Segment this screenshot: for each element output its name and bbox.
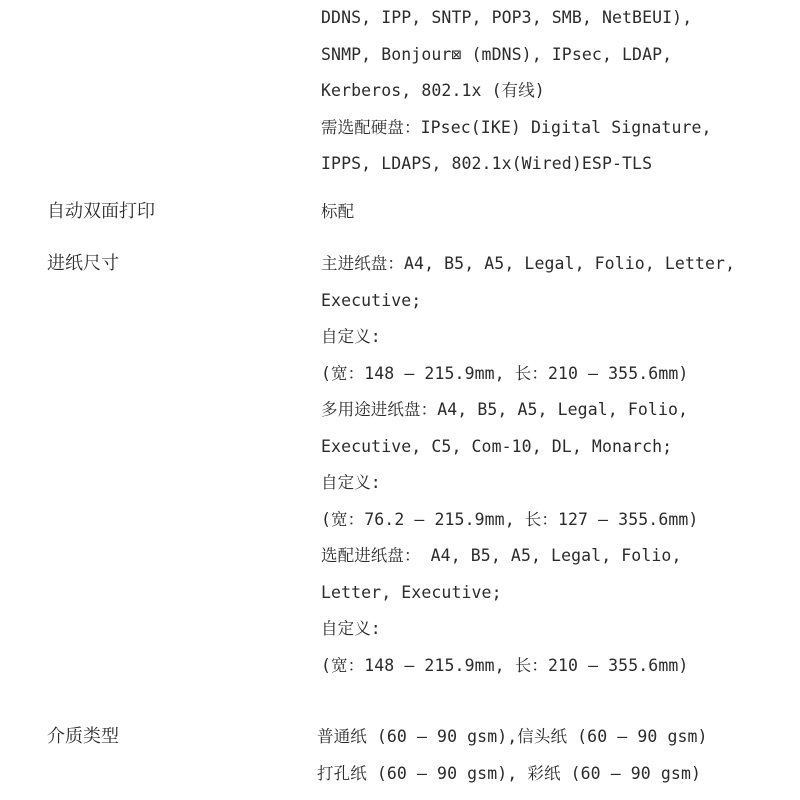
spec-value-paper-size	[321, 246, 791, 684]
spec-line: (宽：148 – 215.9mm, 长：210 – 355.6mm)	[321, 363, 689, 383]
spec-label-media-type: 介质类型	[47, 726, 119, 747]
spec-value-media-type	[317, 719, 787, 792]
spec-value-network	[321, 0, 791, 183]
spec-line: 主进纸盘：A4, B5, A5, Legal, Folio, Letter,	[321, 254, 736, 273]
spec-line: (宽：76.2 – 215.9mm, 长：127 – 355.6mm)	[321, 509, 699, 529]
spec-line: 标配	[321, 202, 355, 221]
spec-line: 多用途进纸盘：A4, B5, A5, Legal, Folio,	[321, 400, 689, 419]
spec-line: 需选配硬盘：IPsec(IKE) Digital Signature,	[321, 117, 712, 137]
spec-line: 自定义:	[321, 473, 381, 492]
spec-line: 自定义:	[321, 619, 381, 638]
spec-line: 普通纸 (60 – 90 gsm),信头纸 (60 – 90 gsm)	[317, 727, 708, 746]
spec-line: Kerberos, 802.1x (有线)	[321, 81, 545, 100]
spec-line: Letter, Executive;	[321, 582, 502, 602]
spec-line: (宽：148 – 215.9mm, 长：210 – 355.6mm)	[321, 655, 689, 675]
spec-line: SNMP, Bonjour⊠ (mDNS), IPsec, LDAP,	[321, 44, 673, 64]
spec-value-duplex	[321, 194, 791, 231]
spec-label-paper-size: 进纸尺寸	[47, 253, 119, 274]
spec-line: 自定义:	[321, 327, 381, 346]
spec-line: IPPS, LDAPS, 802.1x(Wired)ESP-TLS	[321, 154, 653, 173]
spec-line: 打孔纸 (60 – 90 gsm), 彩纸 (60 – 90 gsm)	[317, 763, 702, 783]
spec-line: 选配进纸盘： A4, B5, A5, Legal, Folio,	[321, 546, 682, 565]
spec-line: Executive;	[321, 290, 422, 310]
spec-line: Executive, C5, Com-10, DL, Monarch;	[321, 436, 673, 456]
spec-label-duplex: 自动双面打印	[47, 201, 155, 222]
spec-line: DDNS, IPP, SNTP, POP3, SMB, NetBEUI),	[321, 8, 693, 27]
